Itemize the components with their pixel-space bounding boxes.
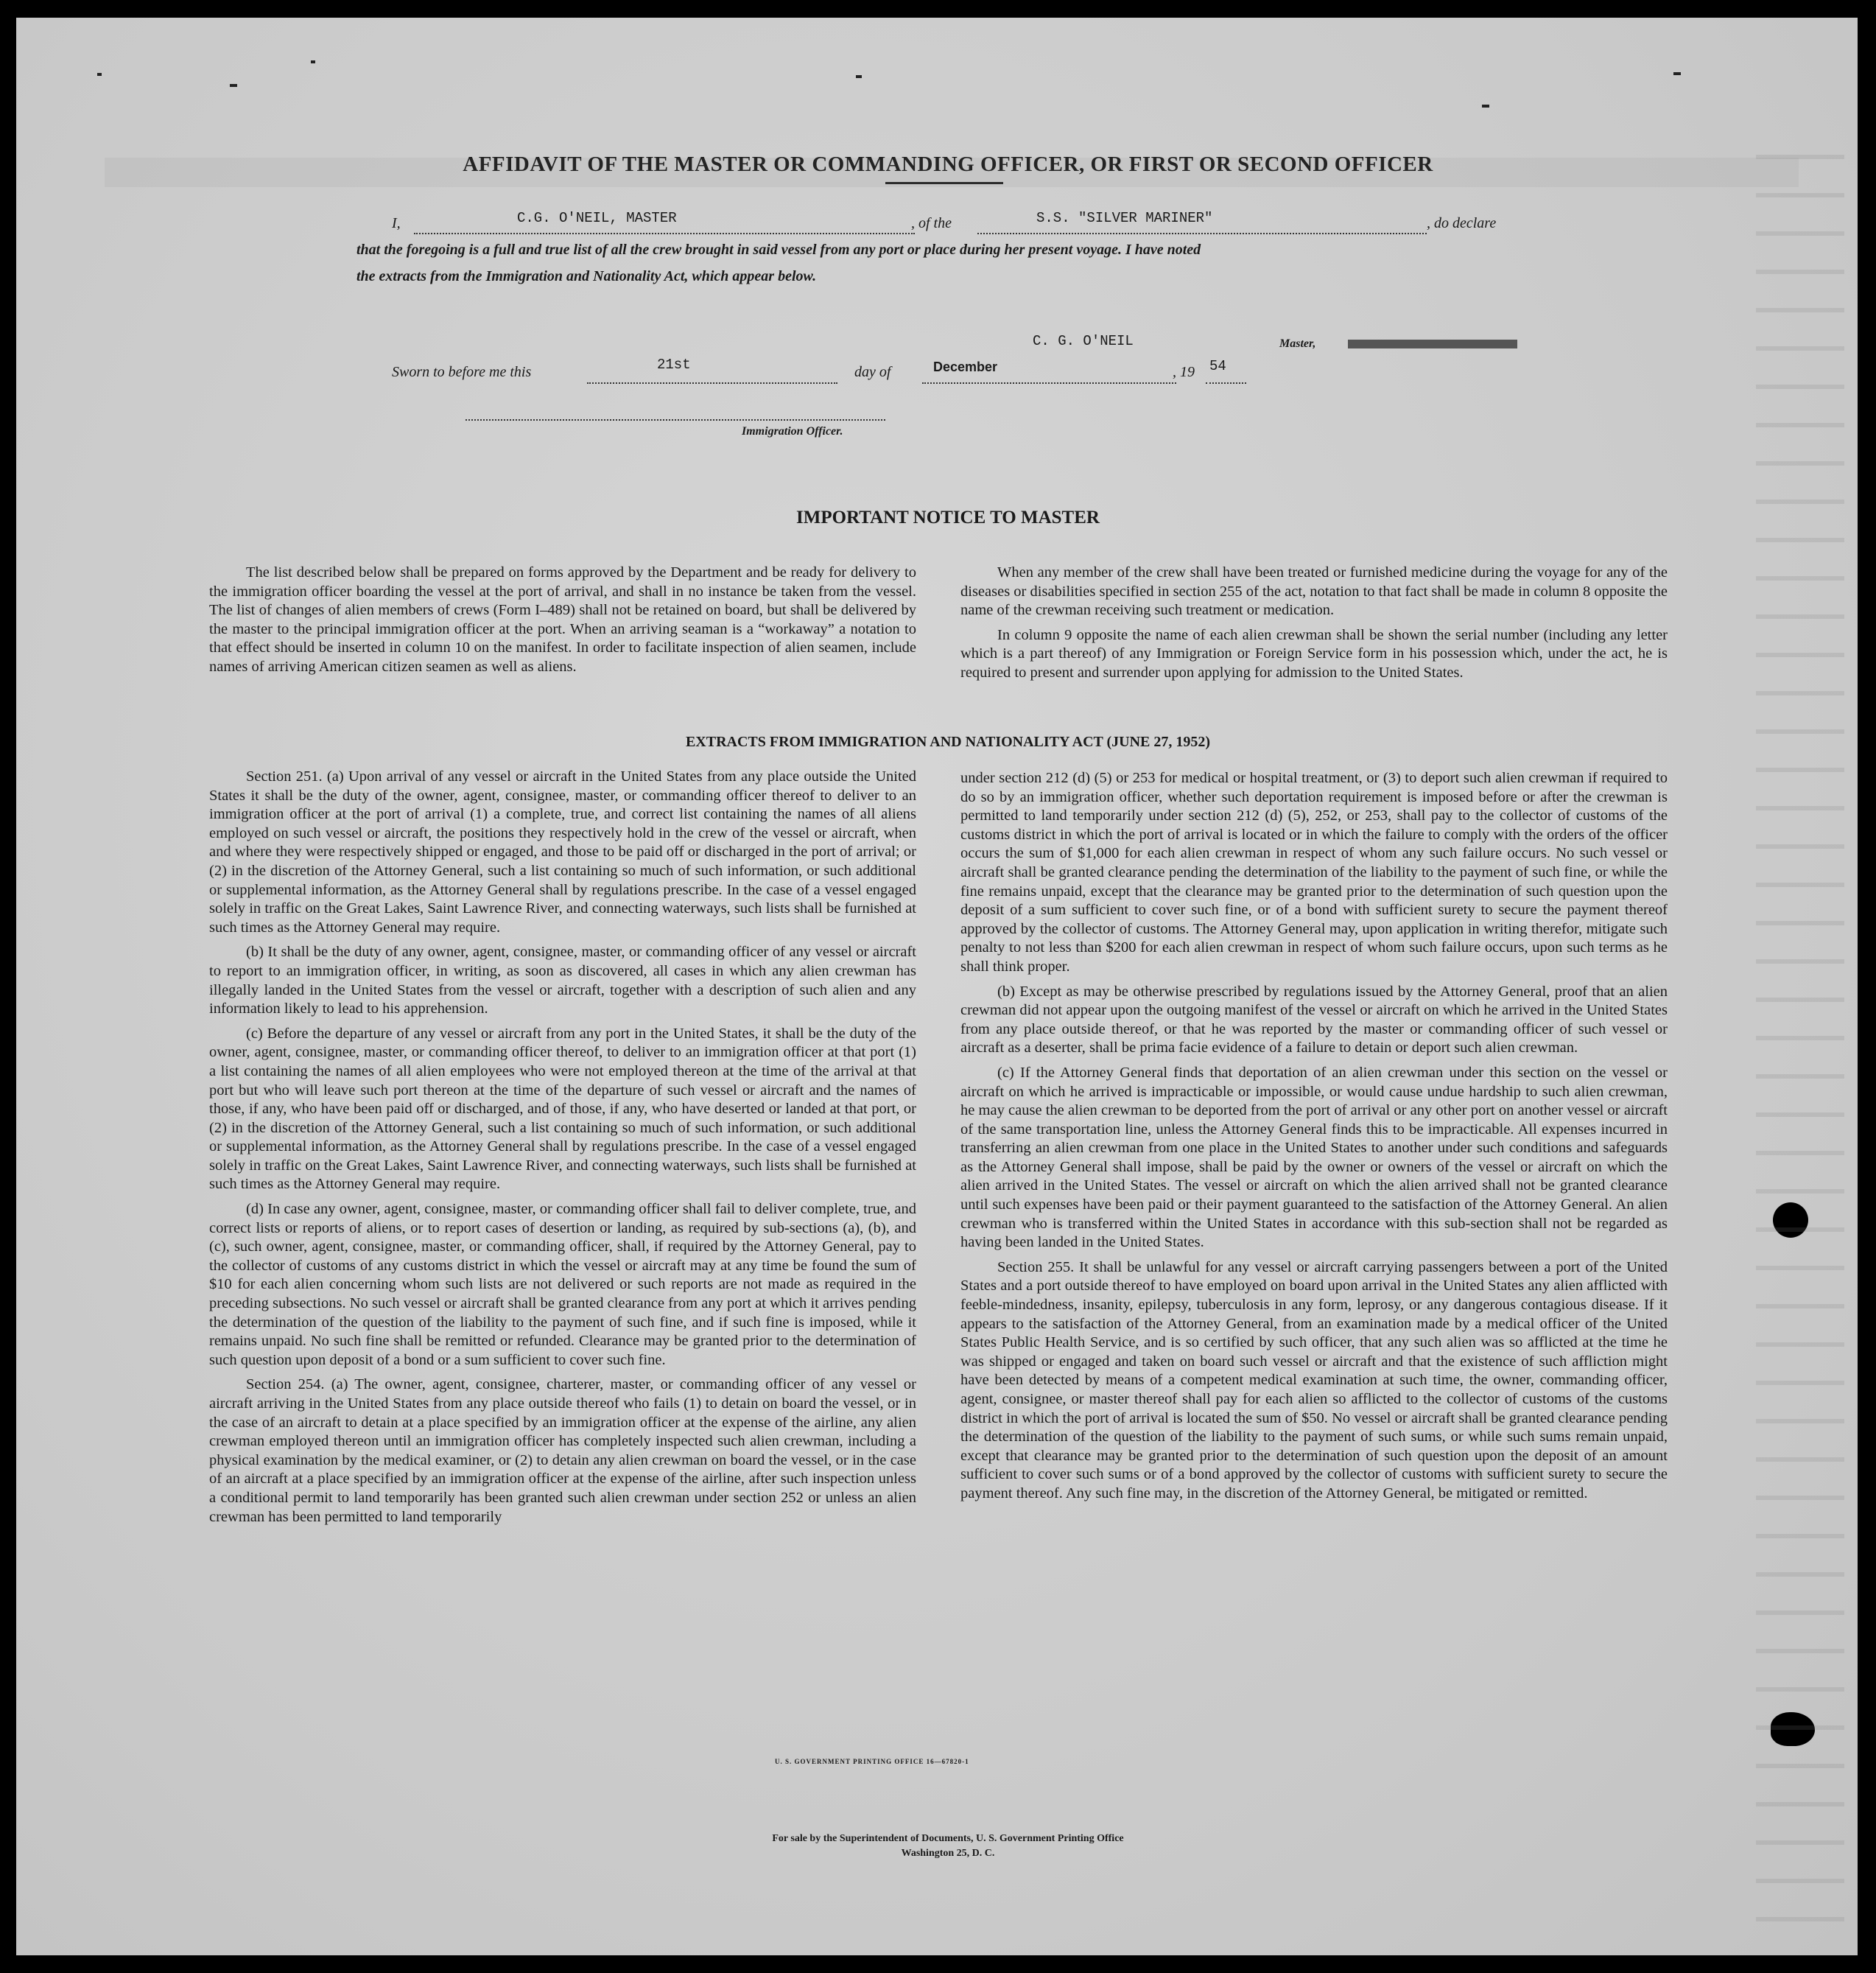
section-255: Section 255. It shall be unlawful for any vessel or aircraft carrying passengers between a port of the United States and a port outside thereof to have employed on board upon arrival in the United States any alien afflicted with feeble-mindedness, insanity, epilepsy, tuberculosis in any form, leprosy, or any dangerous contagious disease. If it appears to the satisfaction of the Attorney General, from an examination made by a medical officer of the United States Public Health Service, and is so certified by such officer, that any such alien was so afflicted at the time he was shipped or engaged and taken on board such vessel or aircraft and that the existence of such affliction might have been detected by means of a competent medical examination at such time, the owner, commanding officer, agent, consignee, or master thereof shall pay for each alien so afflicted to the collector of customs of the customs district in which the port of arrival is located the sum of $50. No vessel or aircraft shall be granted clearance pending the determination of the question of the liability to the payment of such sums, or while such sums remain unpaid, except that clearance may be granted prior to the determination of such question upon the deposit of an amount sufficient to cover such sums or of a bond approved by the collector of customs with sufficient surety to secure the payment thereof. Any such fine may, in the discretion of the Attorney General, be mitigated or remitted. (960, 1258, 1668, 1501)
notice-right-column (960, 564, 1668, 689)
extracts-left-column (209, 768, 916, 1532)
speck (1673, 72, 1681, 75)
notice-title: IMPORTANT NOTICE TO MASTER (796, 508, 1100, 528)
sworn-label: Sworn to before me this (392, 364, 532, 380)
declarant-name: C.G. O'NEIL, MASTER (517, 210, 677, 226)
speck (230, 84, 237, 87)
section-254-b: (b) Except as may be otherwise prescribed by regulations issued by the Attorney General, proof that an alien crewman did not appear upon the outgoing manifest of the vessel or aircraft on which he arrived in the United States from any place outside thereof, or that he was reported by the master or commanding officer of such vessel or aircraft as a deserter, shall be prima facie evidence of a failure to detain or deport such alien crewman. (960, 983, 1668, 1056)
sworn-day: 21st (657, 357, 691, 373)
bleed-through-header (105, 158, 1799, 187)
day-line (587, 374, 837, 384)
section-251-d: (d) In case any owner, agent, consignee, master, or commanding officer shall fail to deliver complete, true, and correct lists or reports of aliens, or to report cases of desertion or landing, as required by sub-sections (a), (b), and (c), such owner, agent, consignee, master, or commanding officer, shall, if required by the Attorney General, pay to the collector of customs of any customs district in which the vessel or aircraft may at any time be found the sum of $10 for each alien concerning whom such lists are not delivered or such reports are not made as required in the preceding subsections. No such vessel or aircraft shall be granted clearance from any port at which it arrives pending the determination of the question of the liability to the payment of such fine, and if such fine is imposed, while it remains unpaid. No such fine shall be remitted or refunded. Clearance may be granted prior to the determination of such question upon deposit of a bond or a sum sufficient to cover such fine. (209, 1201, 916, 1368)
month-line (922, 374, 1176, 384)
notice-right-paragraph-1: When any member of the crew shall have been treated or furnished medicine during the voyage for any of the diseases or disabilities specified in section 255 of the act, notation to that fact shall be made in column 8 opposite the name of the crewman receiving such treatment or medication. (960, 564, 1668, 619)
year-line (1206, 374, 1246, 384)
bleed-through-margin (1756, 121, 1844, 1926)
notice-left-paragraph: The list described below shall be prepared on forms approved by the Department and be ready for delivery to the immigration officer boarding the vessel at the port of arrival, and shall in no instance be taken from the vessel. The list of changes of alien members of crews (Form I–489) shall not be retained on board, but shall be delivered by the master to the principal immigration officer at the port. When an arriving seaman is a “workaway” a notation to that effect should be inserted in column 10 on the manifest. In order to facilitate inspection of alien seamen, include names of arriving American citizen seamen as well as aliens. (209, 564, 916, 675)
speck (97, 73, 102, 76)
speck (1482, 105, 1489, 108)
for-sale-address: Washington 25, D. C. (901, 1848, 995, 1859)
day-of-label: day of (854, 364, 891, 380)
sworn-year: 54 (1209, 358, 1226, 374)
of-the-label: , of the (911, 215, 952, 231)
officer-label: Immigration Officer. (742, 425, 843, 438)
notice-left-column (209, 564, 916, 683)
section-254-a: Section 254. (a) The owner, agent, consignee, charterer, master, or commanding officer of any vessel or aircraft arriving in the United States from any place outside thereof who fails (1) to detain on board the vessel, or in the case of an aircraft to detain at a place specified by an immigration officer at the expense of the airline, any alien crewman employed thereon until an immigration officer has completely inspected such alien crewman, including a physical examination by the medical examiner, or (2) to detain any alien crewman on board the vessel, or in the case of an aircraft at a place specified by an immigration officer at the expense of the airline, after such inspection unless a conditional permit to land temporarily has been granted such alien crewman under section 252 or unless an alien crewman has been permitted to land temporarily (209, 1376, 916, 1525)
speck (856, 75, 862, 78)
speck (311, 60, 315, 63)
section-251-b: (b) It shall be the duty of any owner, agent, consignee, master, or commanding officer of any vessel or aircraft to report to an immigration officer, in writing, as soon as discovered, all cases in which any alien crewman has illegally landed in the United States from the vessel or aircraft, together with a description of such alien and any information likely to lead to his apprehension. (209, 944, 916, 1017)
declaration-line-2: the extracts from the Immigration and Nationality Act, which appear below. (356, 268, 817, 284)
do-declare-label: , do declare (1427, 215, 1497, 231)
notice-right-paragraph-2: In column 9 opposite the name of each alien crewman shall be shown the serial number (including any letter which is a part thereof) of any Immigration or Foreign Service form in his possession which, under the act, he is required to present and surrender upon applying for admission to the United States. (960, 626, 1668, 681)
extracts-title: EXTRACTS FROM IMMIGRATION AND NATIONALITY ACT (JUNE 27, 1952) (685, 734, 1211, 750)
extracts-right-column (960, 769, 1668, 1510)
vessel-name: S.S. "SILVER MARINER" (1036, 210, 1213, 226)
declaration-line-1: that the foregoing is a full and true list of all the crew brought in said vessel from any port or place during her present voyage. I have noted (356, 242, 1201, 258)
document-page (16, 18, 1858, 1955)
master-signature: C. G. O'NEIL (1033, 333, 1134, 349)
printing-office-imprint: U. S. GOVERNMENT PRINTING OFFICE 16—67820-1 (775, 1758, 969, 1765)
for-sale-notice: For sale by the Superintendent of Documents, U. S. Government Printing Office (772, 1833, 1124, 1844)
section-254-a-continued: under section 212 (d) (5) or 253 for medical or hospital treatment, or (3) to deport such alien crewman if required to do so by an immigration officer, whether such deportation requirement is imposed before or after the crewman is permitted to land temporarily under section 212 (d) (5), 252, or 253, shall pay to the collector of customs of the customs district in which the port of arrival is located or in which the failure to comply with the orders of the officer occurs the sum of $1,000 for each alien crewman in respect of whom any such failure occurs. No such vessel or aircraft shall be granted clearance pending the determination of the liability to the payment of such fine, or while the fine remains unpaid, except that the clearance may be granted prior to the determination of such question upon the deposit of a sum sufficient to cover such fine, or of a bond with sufficient surety to secure the payment thereof approved by the collector of customs. The Attorney General may, upon application in writing therefor, mitigate such penalty to not less than $200 for each alien crewman in respect of whom such failure occurs, upon such terms as he shall think proper. (960, 770, 1668, 975)
struck-out-title (1348, 340, 1517, 348)
master-label: Master, (1279, 337, 1316, 350)
section-251-a: Section 251. (a) Upon arrival of any vessel or aircraft in the United States from any place outside the United States it shall be the duty of the owner, agent, consignee, master, or commanding officer thereof to deliver to an immigration officer at the port of arrival (1) a complete, true, and correct list containing the names of all aliens employed on such vessel or aircraft, the positions they respectively hold in the crew of the vessel or aircraft, when and where they were respectively shipped or engaged, and those to be paid off or discharged in the port of arrival; or (2) in the discretion of the Attorney General, such a list containing so much of such information, or such additional or supplemental information, as the Attorney General shall by regulations prescribe. In the case of a vessel engaged solely in traffic on the Great Lakes, Saint Lawrence River, and connecting waterways, such lists shall be furnished at such times as the Attorney General may require. (209, 768, 916, 936)
affidavit-title: AFFIDAVIT OF THE MASTER OR COMMANDING OFFICER, OR FIRST OR SECOND OFFICER (463, 153, 1433, 176)
i-label: I, (392, 215, 401, 231)
section-251-c: (c) Before the departure of any vessel or aircraft from any port in the United States, it shall be the duty of the owner, agent, consignee, master, or commanding officer thereof, to deliver to an immigration officer at that port (1) a list containing the names of all alien employees who were not employed thereon at the time of the arrival at that port but who will leave such port thereon at the time of the departure of such vessel or aircraft and the names of those, if any, who have been paid off or discharged, and of those, if any, who have deserted or landed at that port, or (2) in the discretion of the Attorney General, such a list containing so much of such information, or such additional or supplemental information, as the Attorney General shall by regulations prescribe. In the case of a vessel engaged solely in traffic on the Great Lakes, Saint Lawrence River, and connecting waterways, such lists shall be furnished at such times as the Attorney General may require. (209, 1025, 916, 1193)
sworn-month: December (933, 360, 998, 374)
officer-signature-line (466, 410, 885, 421)
year-prefix: , 19 (1173, 364, 1195, 380)
section-254-c: (c) If the Attorney General finds that deportation of an alien crewman under this section on the vessel or aircraft on which he arrived is impracticable or impossible, or would cause undue hardship to such alien crewman, he may cause the alien crewman to be deported from the port of arrival or any other port on another vessel or aircraft of the same transportation line, unless the Attorney General finds this to be impracticable. All expenses incurred in transferring an alien crewman from one place in the United States to another under such conditions and safeguards as the Attorney General shall impose, shall be paid by the owner or owners of the vessel or aircraft on which the alien arrived in the United States. The vessel or aircraft on which the alien arrived shall not be granted clearance until such expenses have been paid or their payment guaranteed to the satisfaction of the Attorney General. An alien crewman who is transferred within the United States in accordance with this sub-section shall not be regarded as having been landed in the United States. (960, 1064, 1668, 1251)
